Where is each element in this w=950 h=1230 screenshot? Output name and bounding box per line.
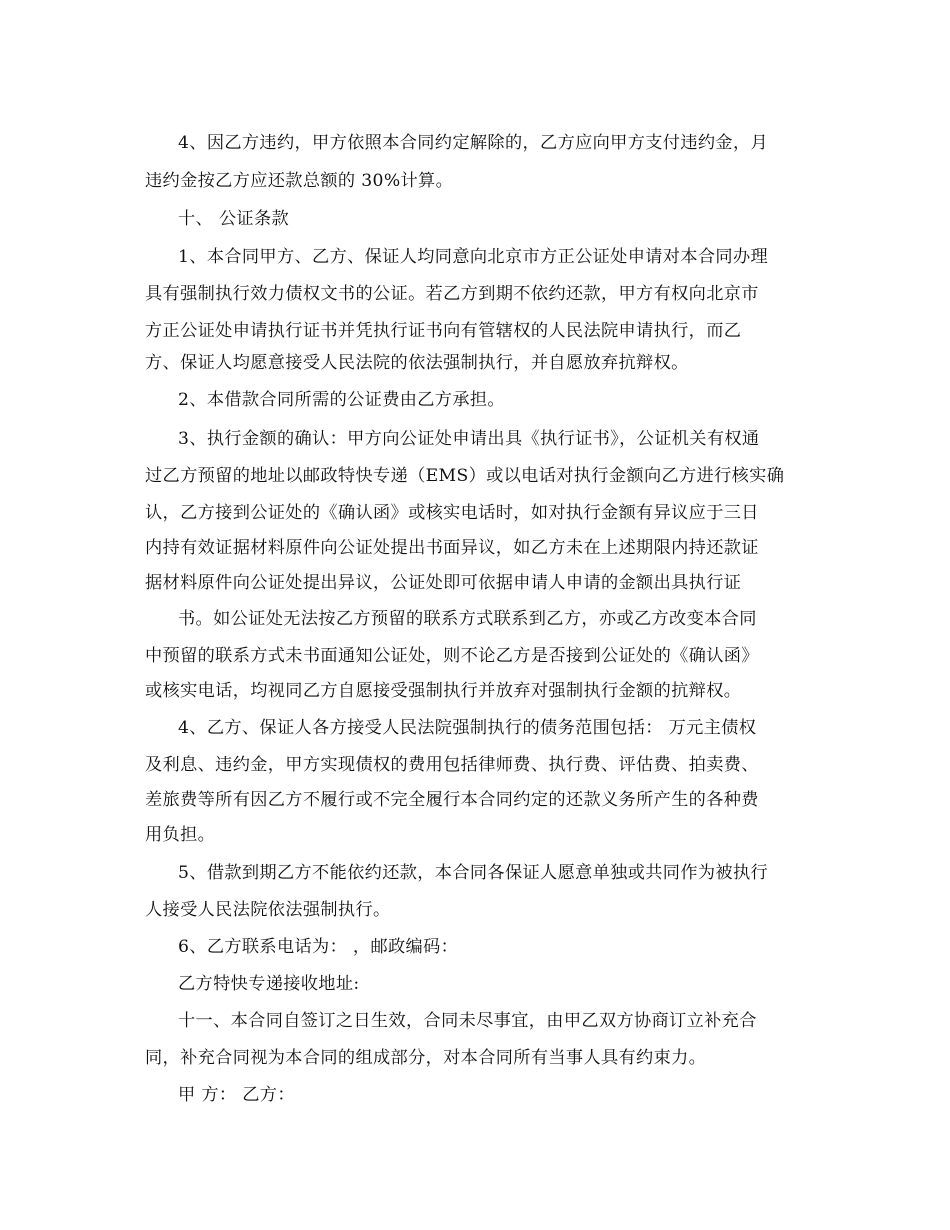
text-line: 差旅费等所有因乙方不履行或不完全履行本合同约定的还款义务所产生的各种费 xyxy=(145,790,759,810)
text-line: 中预留的联系方式未书面通知公证处，则不论乙方是否接到公证处的《确认函》 xyxy=(145,646,759,666)
text-line: 违约金按乙方应还款总额的 30%计算。 xyxy=(145,171,454,191)
text-line: 书。如公证处无法按乙方预留的联系方式联系到乙方，亦或乙方改变本合同 xyxy=(178,609,757,629)
text-line: 1、本合同甲方、乙方、保证人均同意向北京市方正公证处申请对本合同办理 xyxy=(178,247,769,267)
text-line: 认，乙方接到公证处的《确认函》或核实电话时，如对执行金额有异议应于三日 xyxy=(145,503,759,523)
text-line: 过乙方预留的地址以邮政特快专递（EMS）或以电话对执行金额向乙方进行核实确 xyxy=(145,466,785,486)
text-line: 5、借款到期乙方不能依约还款，本合同各保证人愿意单独或共同作为被执行 xyxy=(178,863,769,883)
section-heading: 十一、本合同自签订之日生效，合同未尽事宜，由甲乙双方协商订立补充合 xyxy=(178,1011,757,1031)
text-line: 人接受人民法院依法强制执行。 xyxy=(145,900,391,920)
text-line: 及利息、违约金，甲方实现债权的费用包括律师费、执行费、评估费、拍卖费、 xyxy=(145,755,759,775)
text-line: 具有强制执行效力债权文书的公证。若乙方到期不依约还款，甲方有权向北京市 xyxy=(145,284,759,304)
text-line: 用负担。 xyxy=(145,825,216,845)
text-line: 据材料原件向公证处提出异议，公证处即可依据申请人申请的金额出具执行证 xyxy=(145,573,742,593)
text-line: 或核实电话，均视同乙方自愿接受强制执行并放弃对强制执行金额的抗辩权。 xyxy=(145,681,742,701)
text-line: 4、因乙方违约，甲方依照本合同约定解除的，乙方应向甲方支付违约金，月 xyxy=(178,133,769,153)
text-line: 方、保证人均愿意接受人民法院的依法强制执行，并自愿放弃抗辩权。 xyxy=(145,353,689,373)
text-line: 乙方特快专递接收地址: xyxy=(178,974,360,994)
signature-line: 甲 方： 乙方： xyxy=(178,1085,295,1105)
text-line: 内持有效证据材料原件向公证处提出书面异议，如乙方未在上述期限内持还款证 xyxy=(145,538,759,558)
text-line: 方正公证处申请执行证书并凭执行证书向有管辖权的人民法院申请执行，而乙 xyxy=(145,321,742,341)
text-line: 同，补充合同视为本合同的组成部分，对本合同所有当事人具有约束力。 xyxy=(145,1048,707,1068)
section-heading: 十、 公证条款 xyxy=(178,209,290,229)
text-line: 3、执行金额的确认：甲方向公证处申请出具《执行证书》，公证机关有权通 xyxy=(178,429,760,449)
text-line: 4、乙方、保证人各方接受人民法院强制执行的债务范围包括： 万元主债权 xyxy=(178,718,757,738)
text-line: 6、乙方联系电话为： ，邮政编码： xyxy=(178,937,459,957)
text-line: 2、本借款合同所需的公证费由乙方承担。 xyxy=(178,390,505,410)
